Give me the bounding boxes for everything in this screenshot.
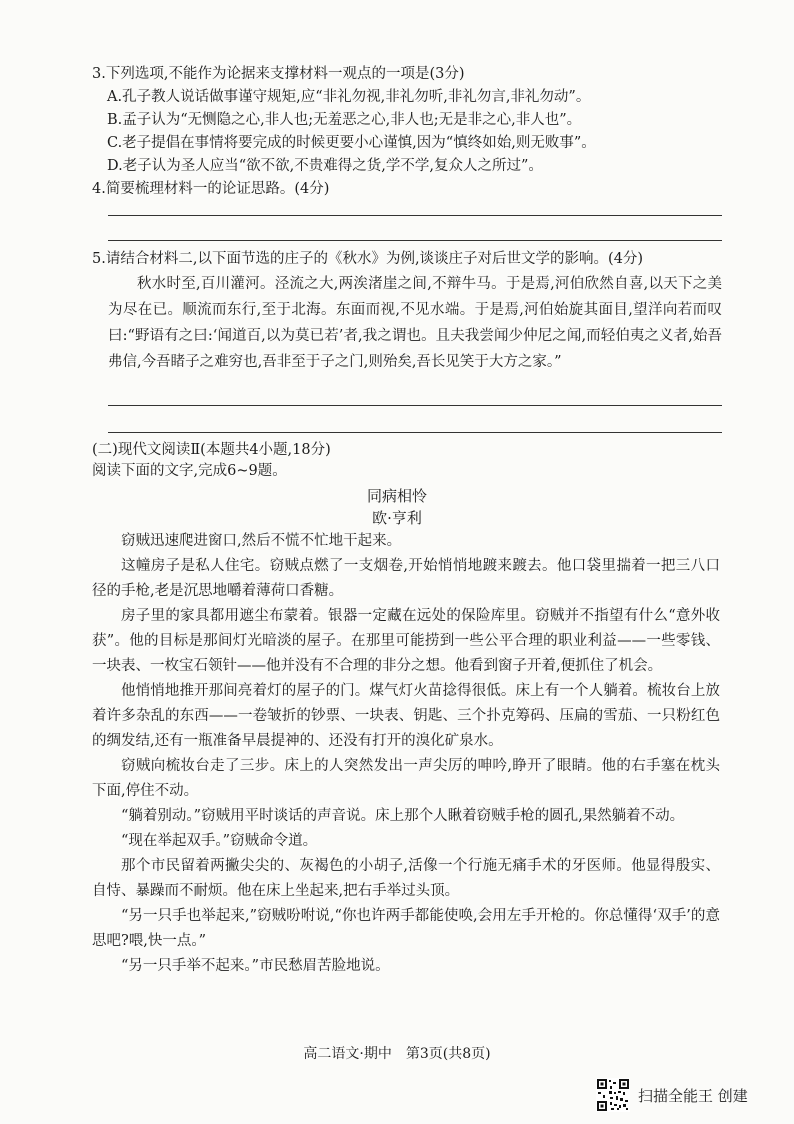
passage-text: 秋水时至,百川灌河。泾流之大,两涘渚崖之间,不辩牛马。于是焉,河伯欣然自喜,以天下之美为尽在已。顺流而东行,至于北海。东面而视,不见水端。于是焉,河伯始旋其面目,望洋向若而叹曰:“野语有之曰:‘闻道百,以为莫已若’者,我之谓也。且夫我尝闻少仲尼之闻,而轻伯夷之义者,始吾弗信,今吾睹子之难穷也,吾非至于子之门,则殆矣,吾长见笑于大方之家。” [108, 276, 722, 370]
story-title: 同病相怜 [366, 487, 427, 505]
question-4-stem: 4.简要梳理材料一的论证思路。(4分) [92, 181, 330, 197]
story-paragraph: “另一只手也举起来,”窃贼吩咐说,“你也许两手都能使唤,会用左手开枪的。你总懂得‘双手’的意思吧?喂,快一点。” [92, 908, 720, 949]
question-3-option-c: C.老子提倡在事情将要完成的时候更要小心谨慎,因为“慎终如始,则无败事”。 [107, 135, 596, 151]
answer-line [108, 215, 722, 216]
question-5-stem: 5.请结合材料二,以下面节选的庄子的《秋水》为例,谈谈庄子对后世文学的影响。(4分) [92, 251, 644, 267]
story-body [92, 529, 720, 979]
section-instruction: 阅读下面的文字,完成6~9题。 [92, 463, 287, 479]
answer-line [108, 240, 722, 241]
story-author: 欧·亨利 [372, 509, 422, 527]
question-3-stem: 3.下列选项,不能作为论据来支撑材料一观点的一项是(3分) [92, 66, 465, 82]
scanner-watermark [596, 1078, 786, 1112]
story-paragraph: 窃贼迅速爬进窗口,然后不慌不忙地干起来。 [121, 533, 402, 549]
answer-line [108, 432, 722, 433]
page-footer: 高二语文·期中 第3页(共8页) [303, 1046, 491, 1062]
question-3-option-a: A.孔子教人说话做事谨守规矩,应“非礼勿视,非礼勿听,非礼勿言,非礼勿动”。 [107, 89, 591, 105]
story-paragraph: 这幢房子是私人住宅。窃贼点燃了一支烟卷,开始悄悄地踱来踱去。他口袋里揣着一把三八口径的手枪,老是沉思地嚼着薄荷口香糖。 [92, 558, 720, 599]
story-paragraph: 房子里的家具都用遮尘布蒙着。银器一定藏在远处的保险库里。窃贼并不指望有什么“意外收获”。他的目标是那间灯光暗淡的屋子。在那里可能捞到一些公平合理的职业利益——一些零钱、一块表、一枚宝石领针——他并没有不合理的非分之想。他看到窗子开着,便抓住了机会。 [92, 608, 720, 674]
story-paragraph: 那个市民留着两撇尖尖的、灰褐色的小胡子,活像一个行施无痛手术的牙医师。他显得殷实、自恃、暴躁而不耐烦。他在床上坐起来,把右手举过头顶。 [92, 858, 720, 899]
scanner-brand-text: 扫描全能王 创建 [638, 1087, 748, 1105]
story-paragraph: 窃贼向梳妆台走了三步。床上的人突然发出一声尖厉的呻吟,睁开了眼睛。他的右手塞在枕头下面,停住不动。 [92, 758, 720, 799]
qr-code-icon [596, 1078, 630, 1112]
story-paragraph: “躺着别动。”窃贼用平时谈话的声音说。床上那个人瞅着窃贼手枪的圆孔,果然躺着不动。 [121, 808, 685, 824]
qiushui-passage [108, 271, 722, 375]
story-paragraph: 他悄悄地推开那间亮着灯的屋子的门。煤气灯火苗捻得很低。床上有一个人躺着。梳妆台上放着许多杂乱的东西——一卷皱折的钞票、一块表、钥匙、三个扑克筹码、压扁的雪茄、一只粉红色的绸发结,还有一瓶准备早晨提神的、还没有打开的溴化矿泉水。 [92, 683, 720, 749]
story-paragraph: “另一只手举不起来。”市民愁眉苦脸地说。 [121, 958, 390, 974]
story-paragraph: “现在举起双手。”窃贼命令道。 [121, 833, 318, 849]
section-heading: (二)现代文阅读Ⅱ(本题共4小题,18分) [92, 442, 331, 458]
answer-line [108, 405, 722, 406]
question-3-option-b: B.孟子认为“无恻隐之心,非人也;无羞恶之心,非人也;无是非之心,非人也”。 [107, 112, 582, 128]
question-3-option-d: D.老子认为圣人应当“欲不欲,不贵难得之货,学不学,复众人之所过”。 [107, 158, 543, 174]
